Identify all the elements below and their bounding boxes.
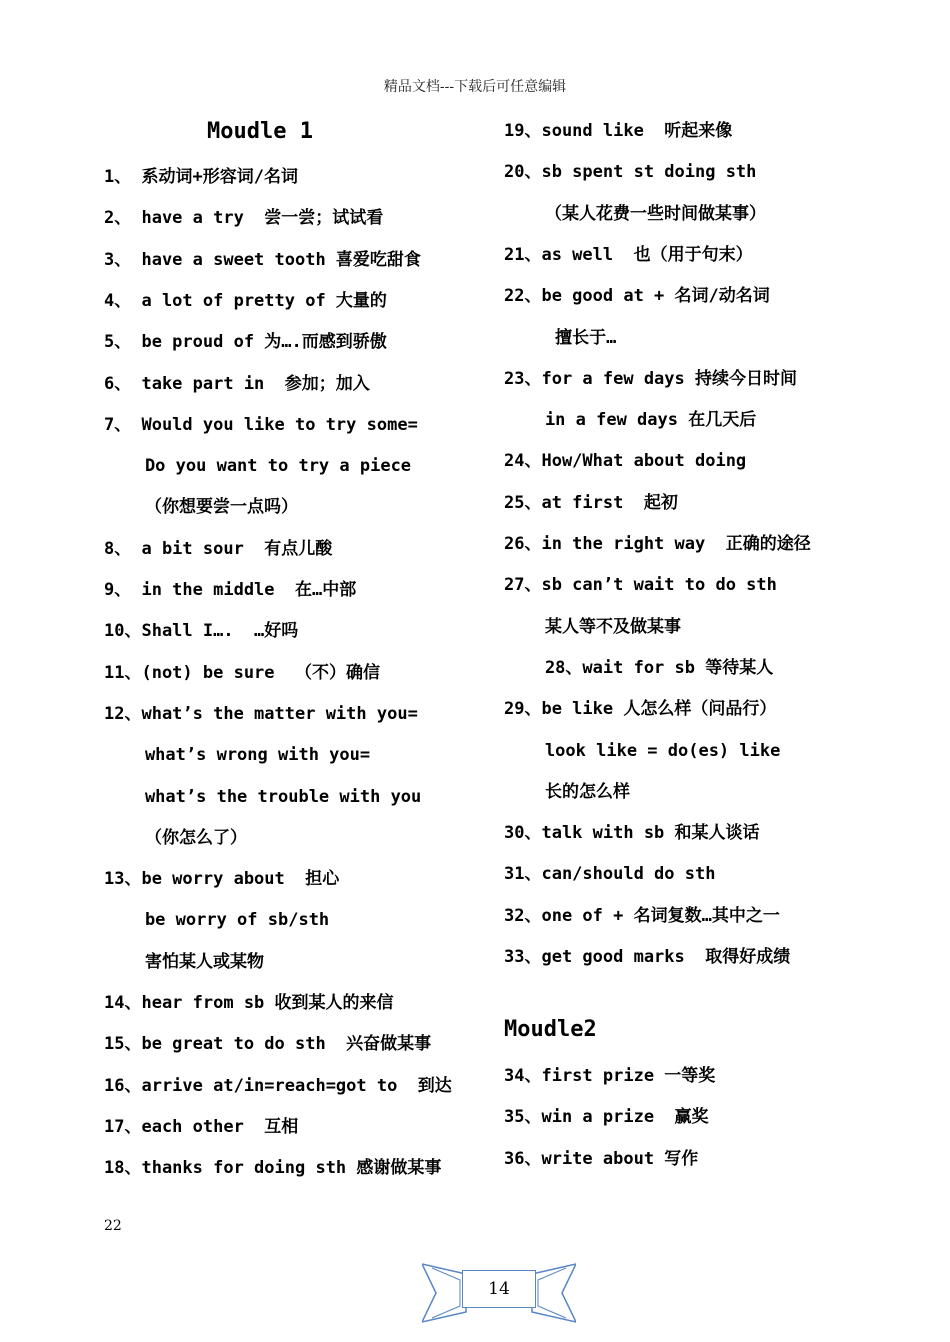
vocab-line: 12、what’s the matter with you=: [104, 703, 418, 724]
vocab-line: 29、be like 人怎么样（问品行）: [504, 699, 777, 720]
vocab-line: 4、 a lot of pretty of 大量的: [104, 290, 387, 311]
vocab-line: 21、as well 也（用于句末）: [504, 244, 753, 265]
vocab-line: 长的怎么样: [504, 781, 630, 802]
vocab-line: 25、at first 起初: [504, 492, 678, 513]
page-number-badge: [422, 1260, 576, 1326]
left-page-marker: 22: [104, 1218, 122, 1234]
vocab-line: 28、wait for sb 等待某人: [504, 657, 774, 678]
vocab-line: 24、How/What about doing: [504, 451, 747, 472]
vocab-line: 26、in the right way 正确的途径: [504, 534, 811, 554]
vocab-line: what’s the trouble with you: [104, 786, 422, 807]
vocab-line: 31、can/should do sth: [504, 864, 716, 885]
vocab-line: 5、 be proud of 为….而感到骄傲: [104, 332, 387, 353]
vocab-line: 11、(not) be sure （不）确信: [104, 662, 380, 683]
vocab-line: 3、 have a sweet tooth 喜爱吃甜食: [104, 249, 421, 270]
vocab-line: 33、get good marks 取得好成绩: [504, 947, 791, 967]
vocab-line: 9、 in the middle 在…中部: [104, 580, 357, 600]
vocab-line: （某人花费一些时间做某事）: [504, 203, 766, 224]
vocab-line: be worry of sb/sth: [104, 910, 330, 931]
vocab-line: 32、one of + 名词复数…其中之一: [504, 905, 780, 926]
vocab-line: （你想要尝一点吗）: [104, 497, 298, 518]
vocab-line: 18、thanks for doing sth 感谢做某事: [104, 1158, 442, 1179]
vocab-line: 23、for a few days 持续今日时间: [504, 368, 797, 389]
vocab-line: 2、 have a try 尝一尝；试试看: [104, 208, 384, 229]
vocab-line: 10、Shall I…. …好吗: [104, 621, 299, 642]
vocab-line: in a few days 在几天后: [504, 410, 757, 431]
page-header: 精品文档---下载后可任意编辑: [383, 79, 567, 95]
vocab-line: 8、 a bit sour 有点儿酸: [104, 538, 333, 559]
vocab-line: 14、hear from sb 收到某人的来信: [104, 993, 394, 1013]
vocab-line: 30、talk with sb 和某人谈话: [504, 823, 760, 844]
vocab-line: 1、 系动词+形容词/名词: [104, 167, 298, 187]
page-number: 14: [462, 1270, 536, 1308]
vocab-line: 15、be great to do sth 兴奋做某事: [104, 1034, 432, 1055]
vocab-line: 7、 Would you like to try some=: [104, 414, 418, 435]
vocab-line: 13、be worry about 担心: [104, 869, 340, 890]
vocab-line: Do you want to try a piece: [104, 456, 412, 477]
module-title-2: Moudle2: [504, 1017, 597, 1042]
vocab-line: 6、 take part in 参加；加入: [104, 373, 370, 394]
vocab-line: 34、first prize 一等奖: [504, 1066, 716, 1086]
module-title: Moudle 1: [207, 119, 313, 144]
vocab-line: what’s wrong with you=: [104, 745, 371, 766]
vocab-line: 17、each other 互相: [104, 1116, 299, 1137]
vocab-line: 20、sb spent st doing sth: [504, 162, 757, 183]
vocab-line: 擅长于…: [504, 327, 617, 348]
vocab-line: 22、be good at + 名词/动名词: [504, 286, 770, 307]
vocab-line: 16、arrive at/in=reach=got to 到达: [104, 1075, 452, 1096]
vocab-line: look like = do(es) like: [504, 740, 781, 761]
vocab-line: （你怎么了）: [104, 827, 247, 848]
vocab-line: 害怕某人或某物: [104, 951, 264, 972]
vocab-line: 19、sound like 听起来像: [504, 121, 733, 141]
vocab-line: 某人等不及做某事: [504, 616, 681, 637]
vocab-line: 35、win a prize 赢奖: [504, 1107, 709, 1128]
vocab-line: 27、sb can’t wait to do sth: [504, 575, 777, 596]
vocab-line: 36、write about 写作: [504, 1148, 699, 1169]
